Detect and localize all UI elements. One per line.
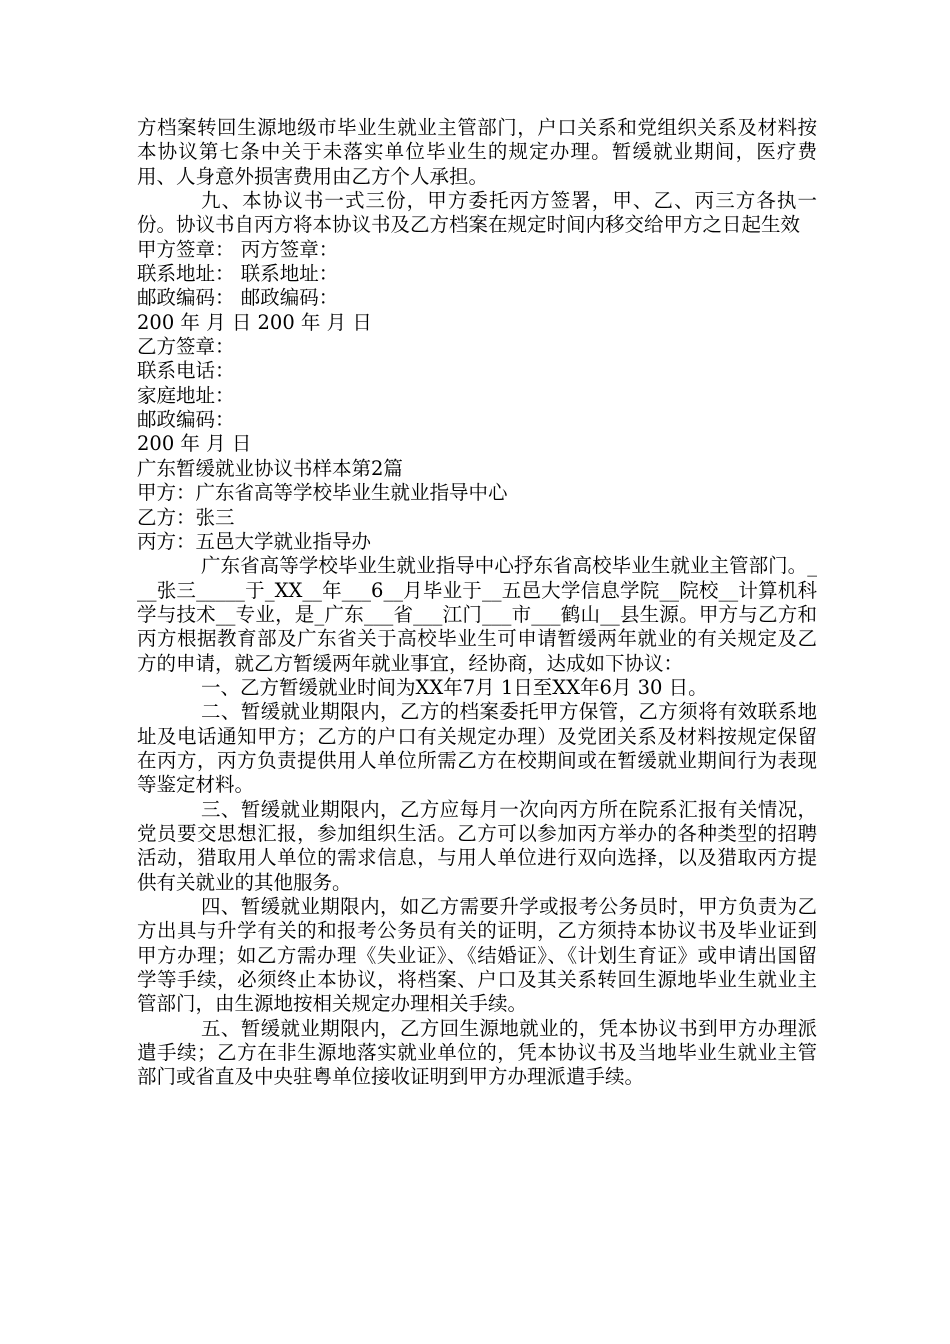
signature-line-party-b: 乙方签章：	[137, 335, 235, 359]
agreement-preamble: 广东省高等学校毕业生就业指导中心抒东省高校毕业生就业主管部门。___张三_____于_XX__年___6__月毕业于__五邑大学信息学院__院校__计算机科学与技术__专业，是_广东___省___江门___市___鹤山__县生源。甲方与乙方和丙方根据教育部及广东省关于高校毕业生可申请暂缓两年就业的有关规定及乙方的申请，就乙方暂缓两年就业事宜，经协商，达成如下协议：	[137, 554, 817, 675]
clause-four: 四、暂缓就业期限内，如乙方需要升学或报考公务员时，甲方负责为乙方出具与升学有关的和报考公务员有关的证明，乙方须持本协议书及毕业证到甲方办理；如乙方需办理《失业证》、《结婚证》、《计划生育证》或申请出国留学等手续，必须终止本协议，将档案、户口及其关系转回生源地毕业生就业主管部门，由生源地按相关规定办理相关手续。	[137, 895, 817, 1016]
clause-three: 三、暂缓就业期限内，乙方应每月一次向丙方所在院系汇报有关情况，党员要交思想汇报，参加组织生活。乙方可以参加丙方举办的各种类型的招聘活动，猎取用人单位的需求信息，与用人单位进行双向选择，以及猎取丙方提供有关就业的其他服务。	[137, 797, 817, 894]
clause-five: 五、暂缓就业期限内，乙方回生源地就业的，凭本协议书到甲方办理派遣手续；乙方在非生源地落实就业单位的，凭本协议书及当地毕业生就业主管部门或省直及中央驻粤单位接收证明到甲方办理派遣手续。	[137, 1016, 817, 1089]
phone-line-party-b: 联系电话：	[137, 359, 235, 383]
signature-line-party-a-c: 甲方签章： 丙方签章：	[137, 237, 339, 261]
address-line-party-a-c: 联系地址： 联系地址：	[137, 262, 339, 286]
party-b-line: 乙方：张三	[137, 505, 235, 529]
party-c-line: 丙方：五邑大学就业指导办	[137, 529, 372, 553]
clause-one: 一、乙方暂缓就业时间为XX年7月 1日至XX年6月 30 日。	[201, 675, 708, 699]
clause-two: 二、暂缓就业期限内，乙方的档案委托甲方保管，乙方须将有效联系地址及电话通知甲方；乙方的户口有关规定办理）及党团关系及材料按规定保留在丙方，丙方负责提供用人单位所需乙方在校期间或在暂缓就业期间行为表现等鉴定材料。	[137, 700, 817, 797]
home-address-line-party-b: 家庭地址：	[137, 383, 235, 407]
date-line-party-b: 200 年 月 日	[137, 432, 252, 456]
party-a-line: 甲方：广东省高等学校毕业生就业指导中心	[137, 481, 508, 505]
paragraph-archive-transfer: 方档案转回生源地级市毕业生就业主管部门，户口关系和党组织关系及材料按本协议第七条中关于未落实单位毕业生的规定办理。暂缓就业期间，医疗费用、人身意外损害费用由乙方个人承担。	[137, 116, 817, 188]
postcode-line-party-a-c: 邮政编码： 邮政编码：	[137, 286, 339, 310]
document-body	[137, 116, 817, 1090]
date-line-party-a-c: 200 年 月 日 200 年 月 日	[137, 310, 372, 334]
section-heading: 广东暂缓就业协议书样本第2篇	[137, 456, 403, 480]
clause-nine: 九、本协议书一式三份，甲方委托丙方签署，甲、乙、丙三方各执一份。协议书自丙方将本协议书及乙方档案在规定时间内移交给甲方之日起生效	[137, 189, 817, 237]
postcode-line-party-b: 邮政编码：	[137, 408, 235, 432]
